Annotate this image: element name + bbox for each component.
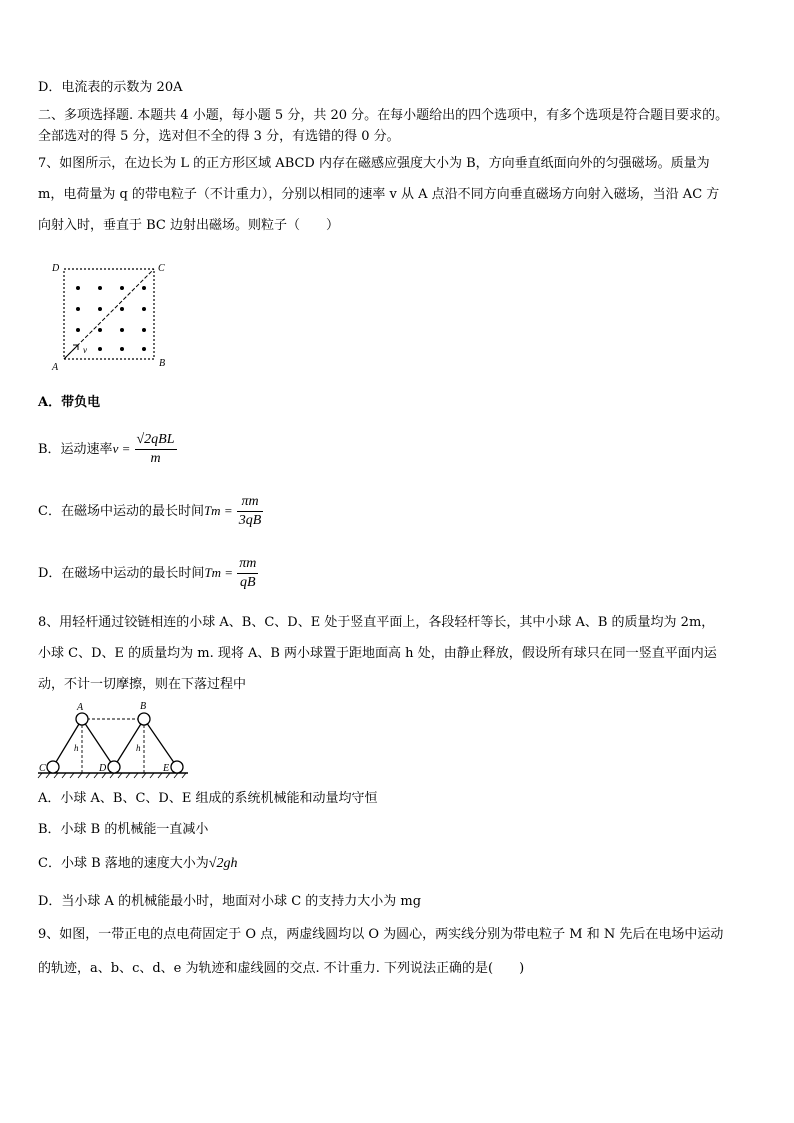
ball-e [171, 761, 183, 773]
q8-stem-line3: 动，不计一切摩擦，则在下落过程中 [38, 677, 247, 692]
fraction-numerator: πm [237, 493, 264, 512]
q7-option-c [38, 492, 263, 531]
q7-option-a: A．带负电 [38, 395, 101, 410]
label-h-left: h [74, 743, 79, 753]
q7-option-d-fraction [237, 555, 258, 592]
q7-option-b [38, 430, 177, 469]
q8-option-c-expr: √2gh [208, 856, 238, 871]
q7-option-b-prefix: B．运动速率 [38, 442, 113, 457]
q7-stem-line3: 向射入时，垂直于 BC 边射出磁场。则粒子（ ） [38, 218, 340, 233]
q7-option-b-lhs: v = [112, 441, 131, 456]
label-h-right: h [136, 743, 141, 753]
q7-stem-line1: 7、如图所示，在边长为 L 的正方形区域 ABCD 内存在磁感应强度大小为 B，方向垂直纸面向外的匀强磁场。质量为 [38, 156, 710, 171]
q7-option-c-prefix: C．在磁场中运动的最长时间 [38, 504, 204, 519]
ball-d [108, 761, 120, 773]
ball-c [47, 761, 59, 773]
fraction-numerator: πm [237, 555, 258, 574]
q8-option-c-prefix: C．小球 B 落地的速度大小为 [38, 856, 209, 871]
label-d: D [52, 263, 60, 274]
ball-a [76, 713, 88, 725]
q7-option-c-fraction [237, 493, 264, 530]
fraction-denominator: qB [240, 575, 256, 590]
q7-magnetic-field-figure [48, 258, 178, 374]
q7-option-d [38, 554, 258, 593]
velocity-arrow [64, 345, 78, 359]
q8-linked-balls-figure [36, 698, 192, 780]
light-rods [53, 719, 177, 767]
label-c: C [158, 263, 165, 274]
field-dots [76, 286, 146, 351]
q7-stem-line2: m，电荷量为 q 的带电粒子（不计重力），分别以相同的速率 v 从 A 点沿不同方向垂直磁场方向射入磁场，当沿 AC 方 [38, 187, 720, 202]
q7-option-c-lhs: Tm = [203, 503, 233, 518]
label-e: E [163, 763, 170, 774]
q8-option-d: D．当小球 A 的机械能最小时，地面对小球 C 的支持力大小为 mg [38, 894, 422, 909]
q8-option-a: A．小球 A、B、C、D、E 组成的系统机械能和动量均守恒 [38, 791, 378, 806]
label-b: B [159, 358, 166, 369]
q6-option-d: D．电流表的示数为 20A [38, 80, 183, 95]
label-a: A [77, 702, 84, 713]
label-d: D [99, 763, 107, 774]
q7-option-d-lhs: Tm = [204, 565, 234, 580]
fraction-numerator: √2qBL [135, 431, 177, 450]
q8-stem-line2: 小球 C、D、E 的质量均为 m. 现将 A、B 两小球置于距地面高 h 处，由静止释放，假设所有球只在同一竖直平面内运 [38, 646, 717, 661]
label-a: A [52, 362, 59, 373]
q9-stem-line1: 9、如图，一带正电的点电荷固定于 O 点，两虚线圆均以 O 为圆心，两实线分别为带电粒子 M 和 N 先后在电场中运动 [38, 927, 724, 942]
q9-stem-line2: 的轨迹，a、b、c、d、e 为轨迹和虚线圆的交点. 不计重力. 下列说法正确的是( ) [38, 961, 525, 976]
q7-option-d-prefix: D．在磁场中运动的最长时间 [38, 566, 205, 581]
label-b: B [140, 701, 147, 712]
section2-line2: 全部选对的得 5 分，选对但不全的得 3 分，有选错的得 0 分。 [38, 129, 400, 144]
section2-line1: 二、多项选择题. 本题共 4 小题，每小题 5 分，共 20 分。在每小题给出的四个选项中，有多个选项是符合题目要求的。 [38, 108, 729, 123]
fraction-denominator: m [150, 451, 161, 466]
label-v: v [83, 345, 87, 355]
ball-b [138, 713, 150, 725]
q8-stem-line1: 8、用轻杆通过铰链相连的小球 A、B、C、D、E 处于竖直平面上，各段轻杆等长，其中小球 A、B 的质量均为 2m， [38, 615, 715, 630]
q8-option-b: B．小球 B 的机械能一直减小 [38, 822, 209, 837]
fraction-denominator: 3qB [238, 513, 262, 528]
q8-option-c [38, 855, 237, 873]
q7-option-b-fraction [135, 431, 177, 468]
label-c: C [39, 763, 46, 774]
